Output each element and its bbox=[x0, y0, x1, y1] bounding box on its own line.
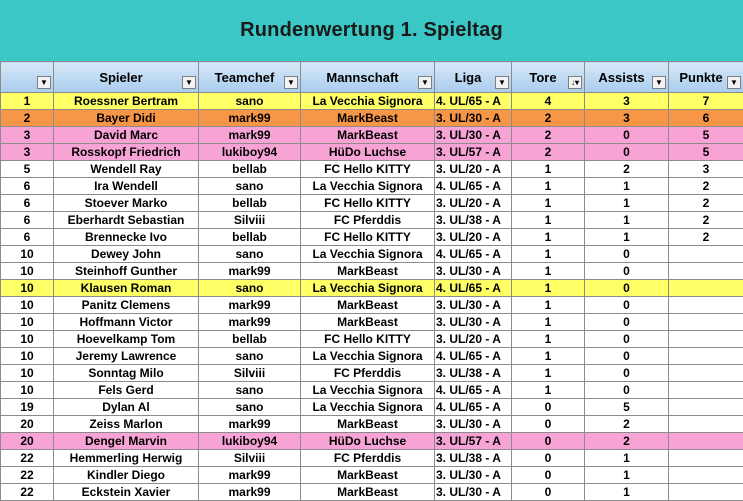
cell-tore[interactable]: 0 bbox=[512, 399, 585, 416]
cell-liga[interactable]: 3. UL/30 - A bbox=[435, 127, 512, 144]
table-row[interactable] bbox=[1, 93, 743, 110]
cell-teamchef[interactable]: sano bbox=[199, 246, 301, 263]
cell-assists[interactable]: 0 bbox=[585, 127, 669, 144]
cell-teamchef[interactable]: mark99 bbox=[199, 484, 301, 501]
cell-rank[interactable]: 22 bbox=[1, 484, 54, 501]
cell-tore[interactable]: 0 bbox=[512, 416, 585, 433]
cell-liga[interactable]: 3. UL/30 - A bbox=[435, 297, 512, 314]
cell-liga[interactable]: 3. UL/20 - A bbox=[435, 195, 512, 212]
cell-spieler[interactable]: Klausen Roman bbox=[54, 280, 199, 297]
cell-punkte[interactable]: 3 bbox=[669, 161, 743, 178]
cell-punkte[interactable]: 5 bbox=[669, 144, 743, 161]
cell-punkte[interactable] bbox=[669, 467, 743, 484]
cell-punkte[interactable]: 7 bbox=[669, 93, 743, 110]
dropdown-arrow-icon[interactable]: ▼ bbox=[727, 76, 741, 89]
cell-punkte[interactable]: 2 bbox=[669, 212, 743, 229]
cell-liga[interactable]: 4. UL/65 - A bbox=[435, 399, 512, 416]
cell-mannschaft[interactable]: La Vecchia Signora bbox=[301, 178, 435, 195]
cell-mannschaft[interactable]: MarkBeast bbox=[301, 263, 435, 280]
cell-spieler[interactable]: Dengel Marvin bbox=[54, 433, 199, 450]
cell-punkte[interactable]: 2 bbox=[669, 195, 743, 212]
cell-teamchef[interactable]: mark99 bbox=[199, 127, 301, 144]
cell-liga[interactable]: 3. UL/30 - A bbox=[435, 314, 512, 331]
cell-tore[interactable]: 1 bbox=[512, 212, 585, 229]
cell-punkte[interactable] bbox=[669, 365, 743, 382]
cell-spieler[interactable]: Panitz Clemens bbox=[54, 297, 199, 314]
dropdown-arrow-icon[interactable]: ▼ bbox=[37, 76, 51, 89]
cell-liga[interactable]: 4. UL/65 - A bbox=[435, 280, 512, 297]
column-header-spieler: Spieler ▼ bbox=[54, 62, 199, 93]
cell-rank[interactable]: 5 bbox=[1, 161, 54, 178]
cell-liga[interactable]: 4. UL/65 - A bbox=[435, 93, 512, 110]
cell-mannschaft[interactable]: HüDo Luchse bbox=[301, 433, 435, 450]
title-banner bbox=[0, 0, 743, 61]
cell-tore[interactable]: 0 bbox=[512, 433, 585, 450]
cell-mannschaft[interactable]: MarkBeast bbox=[301, 467, 435, 484]
cell-teamchef[interactable]: mark99 bbox=[199, 297, 301, 314]
cell-liga[interactable]: 3. UL/20 - A bbox=[435, 161, 512, 178]
cell-mannschaft[interactable]: FC Hello KITTY bbox=[301, 331, 435, 348]
cell-mannschaft[interactable]: MarkBeast bbox=[301, 416, 435, 433]
cell-spieler[interactable]: Hoffmann Victor bbox=[54, 314, 199, 331]
table-row[interactable] bbox=[1, 178, 743, 195]
cell-liga[interactable]: 3. UL/20 - A bbox=[435, 229, 512, 246]
table-row[interactable] bbox=[1, 110, 743, 127]
cell-teamchef[interactable]: Silviii bbox=[199, 365, 301, 382]
cell-spieler[interactable]: Sonntag Milo bbox=[54, 365, 199, 382]
cell-tore[interactable]: 1 bbox=[512, 382, 585, 399]
table-row[interactable] bbox=[1, 144, 743, 161]
table-row[interactable] bbox=[1, 450, 743, 467]
cell-punkte[interactable] bbox=[669, 416, 743, 433]
cell-spieler[interactable]: Kindler Diego bbox=[54, 467, 199, 484]
cell-assists[interactable]: 0 bbox=[585, 297, 669, 314]
cell-mannschaft[interactable]: MarkBeast bbox=[301, 297, 435, 314]
cell-spieler[interactable]: David Marc bbox=[54, 127, 199, 144]
cell-teamchef[interactable]: sano bbox=[199, 280, 301, 297]
table-row[interactable] bbox=[1, 280, 743, 297]
cell-liga[interactable]: 3. UL/30 - A bbox=[435, 484, 512, 501]
cell-tore[interactable]: 1 bbox=[512, 263, 585, 280]
cell-punkte[interactable]: 5 bbox=[669, 127, 743, 144]
cell-rank[interactable]: 20 bbox=[1, 416, 54, 433]
sort-descending-filter-icon[interactable]: ↓▾ bbox=[568, 76, 582, 89]
cell-punkte[interactable] bbox=[669, 433, 743, 450]
cell-spieler[interactable]: Roessner Bertram bbox=[54, 93, 199, 110]
cell-mannschaft[interactable]: MarkBeast bbox=[301, 110, 435, 127]
cell-teamchef[interactable]: mark99 bbox=[199, 467, 301, 484]
cell-tore[interactable]: 0 bbox=[512, 450, 585, 467]
dropdown-arrow-icon[interactable]: ▼ bbox=[418, 76, 432, 89]
cell-tore[interactable]: 2 bbox=[512, 127, 585, 144]
table-row[interactable] bbox=[1, 484, 743, 501]
cell-punkte[interactable] bbox=[669, 331, 743, 348]
cell-tore[interactable]: 0 bbox=[512, 484, 585, 501]
cell-assists[interactable]: 5 bbox=[585, 399, 669, 416]
cell-assists[interactable]: 0 bbox=[585, 263, 669, 280]
table-row[interactable] bbox=[1, 314, 743, 331]
cell-tore[interactable]: 1 bbox=[512, 280, 585, 297]
cell-teamchef[interactable]: mark99 bbox=[199, 416, 301, 433]
cell-tore[interactable]: 1 bbox=[512, 161, 585, 178]
cell-spieler[interactable]: Dewey John bbox=[54, 246, 199, 263]
cell-tore[interactable]: 1 bbox=[512, 331, 585, 348]
header-row bbox=[1, 62, 743, 93]
cell-assists[interactable]: 2 bbox=[585, 433, 669, 450]
cell-assists[interactable]: 0 bbox=[585, 314, 669, 331]
table-row[interactable] bbox=[1, 467, 743, 484]
cell-rank[interactable]: 6 bbox=[1, 229, 54, 246]
table-row[interactable] bbox=[1, 161, 743, 178]
cell-tore[interactable]: 1 bbox=[512, 195, 585, 212]
column-header-rank bbox=[1, 62, 54, 93]
dropdown-arrow-icon[interactable]: ▼ bbox=[182, 76, 196, 89]
table-row[interactable] bbox=[1, 212, 743, 229]
cell-mannschaft[interactable]: FC Hello KITTY bbox=[301, 161, 435, 178]
table-row[interactable] bbox=[1, 348, 743, 365]
cell-spieler[interactable]: Jeremy Lawrence bbox=[54, 348, 199, 365]
table-row[interactable] bbox=[1, 263, 743, 280]
cell-tore[interactable]: 2 bbox=[512, 110, 585, 127]
cell-punkte[interactable]: 6 bbox=[669, 110, 743, 127]
cell-punkte[interactable] bbox=[669, 382, 743, 399]
dropdown-arrow-icon[interactable]: ▼ bbox=[652, 76, 666, 89]
column-header-assists: Assists ▼ bbox=[585, 62, 669, 93]
cell-rank[interactable]: 10 bbox=[1, 297, 54, 314]
cell-assists[interactable]: 0 bbox=[585, 280, 669, 297]
cell-assists[interactable]: 1 bbox=[585, 229, 669, 246]
cell-mannschaft[interactable]: FC Hello KITTY bbox=[301, 229, 435, 246]
cell-teamchef[interactable]: sano bbox=[199, 399, 301, 416]
cell-assists[interactable]: 2 bbox=[585, 416, 669, 433]
cell-rank[interactable]: 10 bbox=[1, 314, 54, 331]
cell-rank[interactable]: 10 bbox=[1, 348, 54, 365]
cell-mannschaft[interactable]: FC Pferddis bbox=[301, 365, 435, 382]
cell-spieler[interactable]: Zeiss Marlon bbox=[54, 416, 199, 433]
column-header-punkte: Punkte ▼ bbox=[669, 62, 743, 93]
cell-assists[interactable]: 0 bbox=[585, 246, 669, 263]
table-row[interactable] bbox=[1, 365, 743, 382]
dropdown-arrow-icon[interactable]: ▼ bbox=[495, 76, 509, 89]
cell-assists[interactable]: 0 bbox=[585, 365, 669, 382]
table-row[interactable] bbox=[1, 246, 743, 263]
cell-assists[interactable]: 0 bbox=[585, 348, 669, 365]
cell-punkte[interactable]: 2 bbox=[669, 229, 743, 246]
cell-liga[interactable]: 3. UL/20 - A bbox=[435, 331, 512, 348]
cell-liga[interactable]: 3. UL/30 - A bbox=[435, 467, 512, 484]
cell-teamchef[interactable]: mark99 bbox=[199, 263, 301, 280]
table-row[interactable] bbox=[1, 433, 743, 450]
cell-liga[interactable]: 4. UL/65 - A bbox=[435, 246, 512, 263]
cell-teamchef[interactable]: sano bbox=[199, 93, 301, 110]
cell-teamchef[interactable]: bellab bbox=[199, 331, 301, 348]
cell-mannschaft[interactable]: MarkBeast bbox=[301, 127, 435, 144]
cell-tore[interactable]: 4 bbox=[512, 93, 585, 110]
cell-rank[interactable]: 6 bbox=[1, 195, 54, 212]
cell-rank[interactable]: 3 bbox=[1, 127, 54, 144]
cell-spieler[interactable]: Bayer Didi bbox=[54, 110, 199, 127]
table-row[interactable] bbox=[1, 382, 743, 399]
dropdown-arrow-icon[interactable]: ▼ bbox=[284, 76, 298, 89]
cell-punkte[interactable]: 2 bbox=[669, 178, 743, 195]
cell-liga[interactable]: 4. UL/65 - A bbox=[435, 178, 512, 195]
cell-teamchef[interactable]: lukiboy94 bbox=[199, 144, 301, 161]
table-body bbox=[1, 93, 743, 501]
cell-liga[interactable]: 3. UL/57 - A bbox=[435, 433, 512, 450]
cell-teamchef[interactable]: bellab bbox=[199, 195, 301, 212]
table-row[interactable] bbox=[1, 399, 743, 416]
cell-rank[interactable]: 6 bbox=[1, 178, 54, 195]
cell-tore[interactable]: 1 bbox=[512, 348, 585, 365]
cell-tore[interactable]: 2 bbox=[512, 144, 585, 161]
table-row[interactable] bbox=[1, 229, 743, 246]
cell-rank[interactable]: 10 bbox=[1, 365, 54, 382]
cell-liga[interactable]: 3. UL/38 - A bbox=[435, 365, 512, 382]
table-row[interactable] bbox=[1, 331, 743, 348]
table-row[interactable] bbox=[1, 416, 743, 433]
cell-tore[interactable]: 0 bbox=[512, 467, 585, 484]
cell-tore[interactable]: 1 bbox=[512, 297, 585, 314]
cell-teamchef[interactable]: sano bbox=[199, 348, 301, 365]
cell-spieler[interactable]: Brennecke Ivo bbox=[54, 229, 199, 246]
cell-liga[interactable]: 4. UL/65 - A bbox=[435, 348, 512, 365]
cell-spieler[interactable]: Wendell Ray bbox=[54, 161, 199, 178]
cell-liga[interactable]: 3. UL/30 - A bbox=[435, 263, 512, 280]
cell-punkte[interactable] bbox=[669, 348, 743, 365]
cell-punkte[interactable] bbox=[669, 399, 743, 416]
cell-teamchef[interactable]: Silviii bbox=[199, 212, 301, 229]
page-title: Rundenwertung 1. Spieltag bbox=[240, 19, 503, 41]
cell-rank[interactable]: 10 bbox=[1, 263, 54, 280]
cell-liga[interactable]: 3. UL/57 - A bbox=[435, 144, 512, 161]
cell-spieler[interactable]: Ira Wendell bbox=[54, 178, 199, 195]
cell-rank[interactable]: 22 bbox=[1, 467, 54, 484]
cell-assists[interactable]: 1 bbox=[585, 212, 669, 229]
cell-rank[interactable]: 10 bbox=[1, 331, 54, 348]
cell-mannschaft[interactable]: MarkBeast bbox=[301, 314, 435, 331]
cell-assists[interactable]: 0 bbox=[585, 382, 669, 399]
cell-rank[interactable]: 1 bbox=[1, 93, 54, 110]
cell-spieler[interactable]: Eckstein Xavier bbox=[54, 484, 199, 501]
cell-punkte[interactable] bbox=[669, 280, 743, 297]
cell-assists[interactable]: 1 bbox=[585, 467, 669, 484]
cell-spieler[interactable]: Dylan Al bbox=[54, 399, 199, 416]
cell-mannschaft[interactable]: La Vecchia Signora bbox=[301, 246, 435, 263]
cell-liga[interactable]: 3. UL/30 - A bbox=[435, 416, 512, 433]
cell-liga[interactable]: 3. UL/38 - A bbox=[435, 212, 512, 229]
spreadsheet bbox=[0, 61, 743, 501]
cell-teamchef[interactable]: bellab bbox=[199, 161, 301, 178]
cell-rank[interactable]: 6 bbox=[1, 212, 54, 229]
column-header-tore: Tore ↓▾ bbox=[512, 62, 585, 93]
cell-mannschaft[interactable]: La Vecchia Signora bbox=[301, 348, 435, 365]
column-header-mannschaft: Mannschaft ▼ bbox=[301, 62, 435, 93]
cell-rank[interactable]: 19 bbox=[1, 399, 54, 416]
cell-teamchef[interactable]: Silviii bbox=[199, 450, 301, 467]
cell-tore[interactable]: 1 bbox=[512, 229, 585, 246]
cell-mannschaft[interactable]: FC Pferddis bbox=[301, 450, 435, 467]
cell-mannschaft[interactable]: FC Hello KITTY bbox=[301, 195, 435, 212]
ranking-table bbox=[0, 61, 743, 501]
cell-tore[interactable]: 1 bbox=[512, 314, 585, 331]
cell-spieler[interactable]: Hemmerling Herwig bbox=[54, 450, 199, 467]
cell-spieler[interactable]: Steinhoff Gunther bbox=[54, 263, 199, 280]
cell-assists[interactable]: 2 bbox=[585, 161, 669, 178]
cell-liga[interactable]: 3. UL/38 - A bbox=[435, 450, 512, 467]
cell-mannschaft[interactable]: FC Pferddis bbox=[301, 212, 435, 229]
cell-assists[interactable]: 1 bbox=[585, 484, 669, 501]
cell-mannschaft[interactable]: HüDo Luchse bbox=[301, 144, 435, 161]
cell-spieler[interactable]: Eberhardt Sebastian bbox=[54, 212, 199, 229]
cell-tore[interactable]: 1 bbox=[512, 178, 585, 195]
cell-assists[interactable]: 3 bbox=[585, 110, 669, 127]
table-row[interactable] bbox=[1, 195, 743, 212]
column-header-teamchef: Teamchef ▼ bbox=[199, 62, 301, 93]
cell-mannschaft[interactable]: La Vecchia Signora bbox=[301, 280, 435, 297]
cell-rank[interactable]: 20 bbox=[1, 433, 54, 450]
cell-rank[interactable]: 10 bbox=[1, 246, 54, 263]
cell-punkte[interactable] bbox=[669, 246, 743, 263]
cell-punkte[interactable] bbox=[669, 450, 743, 467]
cell-liga[interactable]: 4. UL/65 - A bbox=[435, 382, 512, 399]
cell-mannschaft[interactable]: MarkBeast bbox=[301, 484, 435, 501]
cell-assists[interactable]: 3 bbox=[585, 93, 669, 110]
cell-punkte[interactable] bbox=[669, 314, 743, 331]
cell-punkte[interactable] bbox=[669, 297, 743, 314]
cell-tore[interactable]: 1 bbox=[512, 365, 585, 382]
cell-rank[interactable]: 2 bbox=[1, 110, 54, 127]
cell-rank[interactable]: 22 bbox=[1, 450, 54, 467]
cell-spieler[interactable]: Hoevelkamp Tom bbox=[54, 331, 199, 348]
cell-punkte[interactable] bbox=[669, 263, 743, 280]
cell-rank[interactable]: 10 bbox=[1, 280, 54, 297]
cell-spieler[interactable]: Fels Gerd bbox=[54, 382, 199, 399]
cell-spieler[interactable]: Rosskopf Friedrich bbox=[54, 144, 199, 161]
cell-teamchef[interactable]: bellab bbox=[199, 229, 301, 246]
table-row[interactable] bbox=[1, 127, 743, 144]
table-row[interactable] bbox=[1, 297, 743, 314]
cell-spieler[interactable]: Stoever Marko bbox=[54, 195, 199, 212]
cell-rank[interactable]: 10 bbox=[1, 382, 54, 399]
cell-teamchef[interactable]: mark99 bbox=[199, 314, 301, 331]
cell-mannschaft[interactable]: La Vecchia Signora bbox=[301, 382, 435, 399]
cell-assists[interactable]: 1 bbox=[585, 178, 669, 195]
cell-teamchef[interactable]: lukiboy94 bbox=[199, 433, 301, 450]
cell-teamchef[interactable]: sano bbox=[199, 178, 301, 195]
cell-mannschaft[interactable]: La Vecchia Signora bbox=[301, 399, 435, 416]
cell-punkte[interactable] bbox=[669, 484, 743, 501]
cell-teamchef[interactable]: sano bbox=[199, 382, 301, 399]
cell-assists[interactable]: 1 bbox=[585, 450, 669, 467]
cell-liga[interactable]: 3. UL/30 - A bbox=[435, 110, 512, 127]
cell-rank[interactable]: 3 bbox=[1, 144, 54, 161]
cell-tore[interactable]: 1 bbox=[512, 246, 585, 263]
cell-assists[interactable]: 0 bbox=[585, 331, 669, 348]
cell-mannschaft[interactable]: La Vecchia Signora bbox=[301, 93, 435, 110]
cell-assists[interactable]: 1 bbox=[585, 195, 669, 212]
cell-teamchef[interactable]: mark99 bbox=[199, 110, 301, 127]
cell-assists[interactable]: 0 bbox=[585, 144, 669, 161]
column-header-liga: Liga ▼ bbox=[435, 62, 512, 93]
